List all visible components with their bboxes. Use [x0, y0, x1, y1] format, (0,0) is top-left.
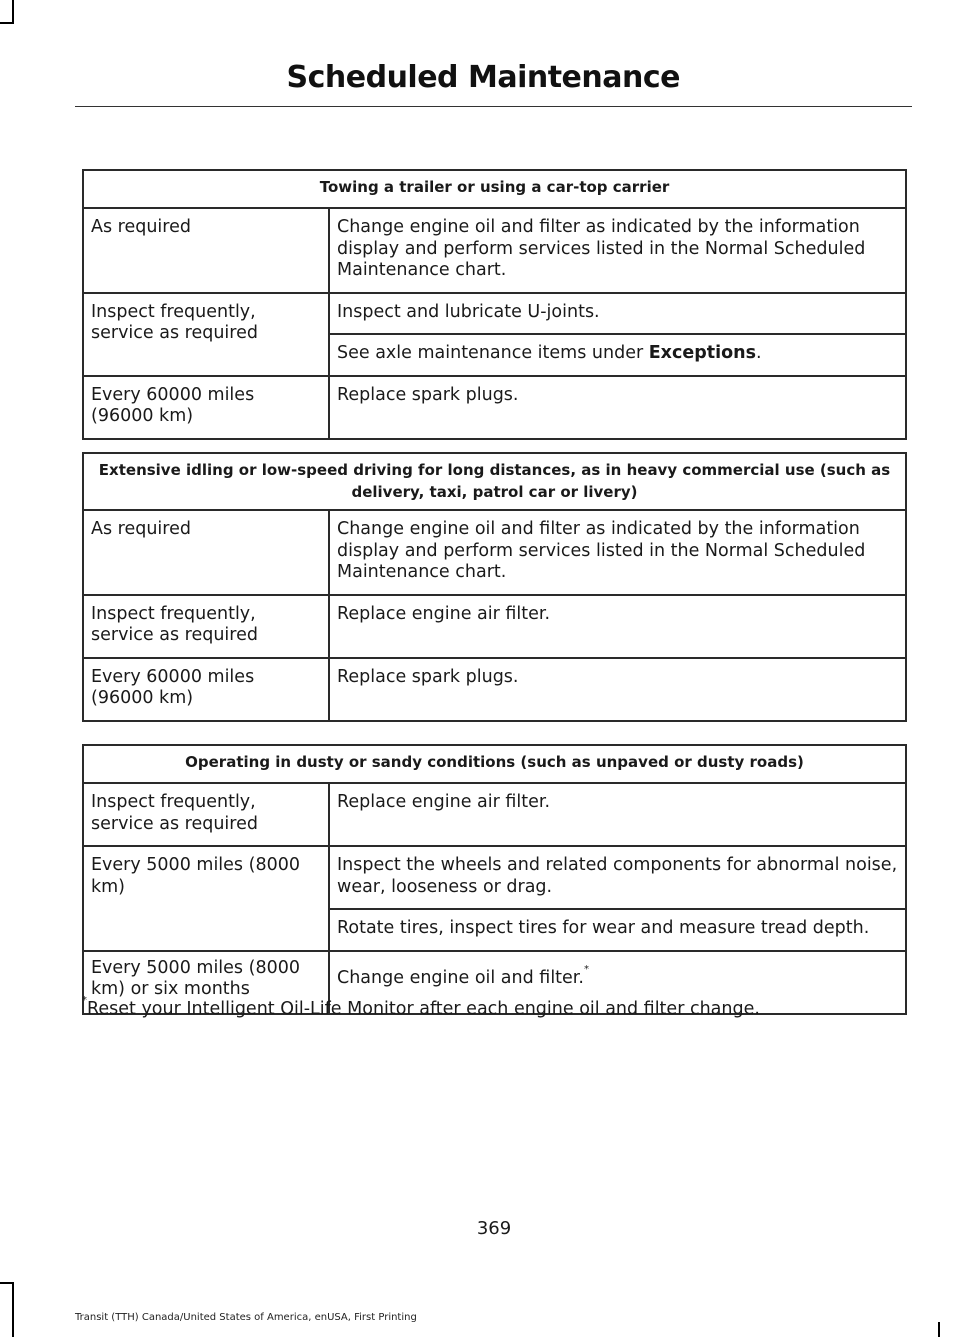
table-row	[83, 510, 906, 595]
title-divider	[75, 106, 912, 107]
footnote-marker: *	[82, 995, 87, 1007]
table-heading: Operating in dusty or sandy conditions (such as unpaved or dusty roads)	[83, 745, 906, 783]
interval-cell: Inspect frequently, service as required	[83, 293, 329, 376]
interval-cell: Inspect frequently, service as required	[83, 783, 329, 846]
page-title: Scheduled Maintenance	[286, 60, 680, 95]
interval-cell: Every 60000 miles (96000 km)	[83, 376, 329, 439]
action-suffix: .	[756, 343, 762, 363]
interval-cell: As required	[83, 510, 329, 595]
action-cell: Replace engine air filter.	[329, 595, 906, 658]
page-number: 369	[476, 1218, 512, 1239]
maintenance-table-towing	[82, 169, 907, 440]
interval-cell: As required	[83, 208, 329, 293]
action-cell: Inspect and lubricate U-joints.	[329, 293, 906, 335]
interval-cell: Inspect frequently, service as required	[83, 595, 329, 658]
table-row	[83, 376, 906, 439]
table-row	[83, 658, 906, 721]
crop-mark-top-left-h	[0, 22, 14, 24]
action-cell: Change engine oil and filter as indicated by the information display and perform services listed in the Normal Scheduled Maintenance chart.	[329, 208, 906, 293]
crop-mark-bottom-right	[938, 1322, 940, 1337]
footnote-marker: *	[583, 964, 589, 976]
table-row	[83, 783, 906, 846]
footnote-text: Reset your Intelligent Oil-Life Monitor after each engine oil and filter change.	[87, 999, 760, 1019]
table-heading: Extensive idling or low-speed driving for long distances, as in heavy commercial use (such as delivery, taxi, patrol car or livery)	[83, 453, 906, 510]
document-info: Transit (TTH) Canada/United States of America, enUSA, First Printing	[75, 1312, 417, 1323]
exceptions-reference: Exceptions	[648, 343, 756, 363]
interval-cell: Every 5000 miles (8000 km) or six months	[83, 951, 329, 1014]
action-cell: Inspect the wheels and related components for abnormal noise, wear, looseness or drag.	[329, 846, 906, 909]
action-cell: Change engine oil and filter as indicated by the information display and perform services listed in the Normal Scheduled Maintenance chart.	[329, 510, 906, 595]
action-text: See axle maintenance items under	[337, 343, 649, 363]
action-cell: Replace spark plugs.	[329, 658, 906, 721]
crop-mark-top-left	[12, 0, 14, 22]
action-text: Change engine oil and filter.	[337, 968, 584, 989]
table-row	[83, 846, 906, 909]
table-row	[83, 293, 906, 335]
maintenance-table-dusty	[82, 744, 907, 1015]
action-cell	[329, 334, 906, 376]
footnote	[82, 995, 912, 1020]
crop-mark-bottom-left	[12, 1282, 14, 1337]
action-cell: Replace engine air filter.	[329, 783, 906, 846]
action-cell: Rotate tires, inspect tires for wear and measure tread depth.	[329, 909, 906, 951]
crop-mark-bottom-left-h	[0, 1282, 14, 1284]
table-row	[83, 208, 906, 293]
maintenance-table-idling	[82, 452, 907, 722]
table-row	[83, 595, 906, 658]
table-heading: Towing a trailer or using a car-top carrier	[83, 170, 906, 208]
action-cell: Replace spark plugs.	[329, 376, 906, 439]
interval-cell: Every 5000 miles (8000 km)	[83, 846, 329, 951]
interval-cell: Every 60000 miles (96000 km)	[83, 658, 329, 721]
